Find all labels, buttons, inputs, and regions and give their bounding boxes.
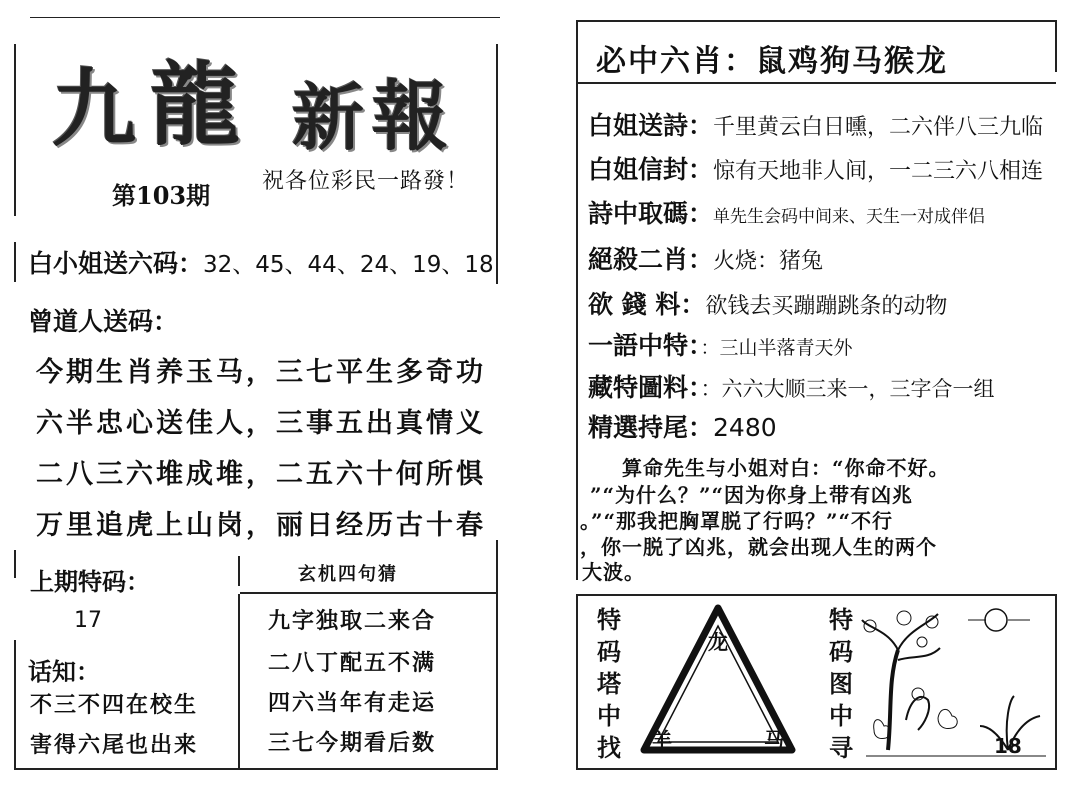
info-row-2 xyxy=(588,150,1043,186)
info-row-6 xyxy=(588,326,853,362)
info-row-4 xyxy=(588,240,823,276)
six-codes-row xyxy=(28,244,494,280)
picture-label: 特 码 图 中 寻 xyxy=(829,605,853,762)
taoist-label: 曾道人送码： xyxy=(28,307,179,336)
info-value-5: 欲钱去买蹦蹦跳条的动物 xyxy=(705,294,948,319)
riddle-divider xyxy=(238,594,240,770)
info-value-1: 千里黄云白日曛，二六伴八三九临 xyxy=(713,115,1044,140)
right-border-bottom xyxy=(496,540,498,770)
bottom-rule-left xyxy=(14,768,498,770)
header-rule xyxy=(576,82,1056,84)
tower-label: 特 码 塔 中 找 xyxy=(597,605,621,762)
left-border-top xyxy=(14,44,16,216)
title-char-4: 報 xyxy=(372,72,448,161)
riddle-line-2: 二八丁配五不满 xyxy=(268,650,437,676)
info-value-6: ：三山半落青天外 xyxy=(700,337,853,359)
left-border-lower xyxy=(14,550,16,578)
info-row-8 xyxy=(588,408,777,444)
info-value-4: 火烧：猪兔 xyxy=(713,249,824,274)
riddle-divider-top xyxy=(238,556,240,586)
riddle-line-3: 四六当年有走运 xyxy=(268,690,437,716)
last-issue-value: 17 xyxy=(74,608,102,633)
box-right-border xyxy=(1055,594,1057,770)
poem-line-4: 万里追虎上山岗，丽日经历古十春 xyxy=(36,510,486,541)
info-value-2: 惊有天地非人间，一二三六八相连 xyxy=(713,159,1044,184)
info-label-2: 白姐信封： xyxy=(588,155,714,184)
riddle-rule xyxy=(240,592,498,594)
picture-illustration xyxy=(858,600,1053,766)
riddle-title: 玄机四句猜 xyxy=(298,564,398,585)
info-row-1 xyxy=(588,106,1043,142)
title-char-2: 龍 xyxy=(150,52,240,158)
top-rule xyxy=(30,17,500,18)
story-line-3: 。”“那我把胸罩脱了行吗？”“不行 xyxy=(580,509,894,533)
info-label-6: 一語中特： xyxy=(588,331,701,360)
riddle-line-1: 九字独取二来合 xyxy=(268,608,437,634)
info-label-1: 白姐送詩： xyxy=(588,111,714,140)
info-label-4: 絕殺二肖： xyxy=(588,245,714,274)
info-value-8: 2480 xyxy=(713,413,777,442)
box-left-border xyxy=(576,594,578,770)
left-border-mid xyxy=(14,242,16,282)
riddle-line-4: 三七今期看后数 xyxy=(268,730,437,756)
info-label-3: 詩中取碼： xyxy=(588,199,714,228)
six-codes-value: 32、45、44、24、19、18 xyxy=(203,252,494,278)
title-char-1: 九 xyxy=(52,59,137,158)
info-row-3 xyxy=(588,194,985,230)
last-issue-label: 上期特码： xyxy=(30,567,150,596)
saying-line-2: 害得六尾也出来 xyxy=(30,732,199,758)
info-label-5: 欲 錢 料： xyxy=(588,290,706,319)
info-row-5 xyxy=(588,285,947,321)
box-top-rule xyxy=(576,594,1056,596)
saying-line-1: 不三不四在校生 xyxy=(30,692,199,718)
info-row-7 xyxy=(588,368,995,404)
story-line-5: 大波。 xyxy=(582,560,645,584)
tower-left: 羊 xyxy=(652,728,672,752)
tower-right: 马 xyxy=(764,728,784,752)
poem-line-2: 六半忠心送佳人，三事五出真情义 xyxy=(36,408,486,439)
info-value-7: ：六六大顺三来一，三字合一组 xyxy=(700,377,995,401)
info-label-8: 精選持尾： xyxy=(588,413,714,442)
six-codes-label: 白小姐送六码： xyxy=(28,249,204,278)
left-border-bottom xyxy=(14,640,16,770)
poem-line-3: 二八三六堆成堆，二五六十何所惧 xyxy=(36,459,486,490)
box-bottom-rule xyxy=(576,768,1057,770)
right-right-border xyxy=(1055,20,1057,72)
must-hit-zodiac: 必中六肖：鼠鸡狗马猴龙 xyxy=(596,44,948,79)
story-line-2: ”“为什么？”“因为你身上带有凶兆 xyxy=(590,483,914,507)
info-label-7: 藏特圖料： xyxy=(588,373,701,402)
right-left-border xyxy=(576,20,578,580)
saying-label: 话知： xyxy=(28,657,100,686)
right-top-rule xyxy=(576,20,1056,22)
tower-top: 龙 xyxy=(708,630,728,654)
info-value-3: 单先生会码中间来、天生一对成伴侣 xyxy=(713,207,986,227)
title-char-3: 新 xyxy=(292,75,365,160)
picture-number: 18 xyxy=(994,734,1022,758)
story-line-1: 算命先生与小姐对白：“你命不好。 xyxy=(622,456,950,480)
right-border-top xyxy=(496,44,498,284)
poem-line-1: 今期生肖养玉马，三七平生多奇功 xyxy=(36,357,486,388)
issue-number: 第103期 xyxy=(112,181,211,210)
greeting: 祝各位彩民一路發！ xyxy=(262,169,470,194)
story-line-4: ，你一脱了凶兆，就会出现人生的两个 xyxy=(580,535,937,559)
